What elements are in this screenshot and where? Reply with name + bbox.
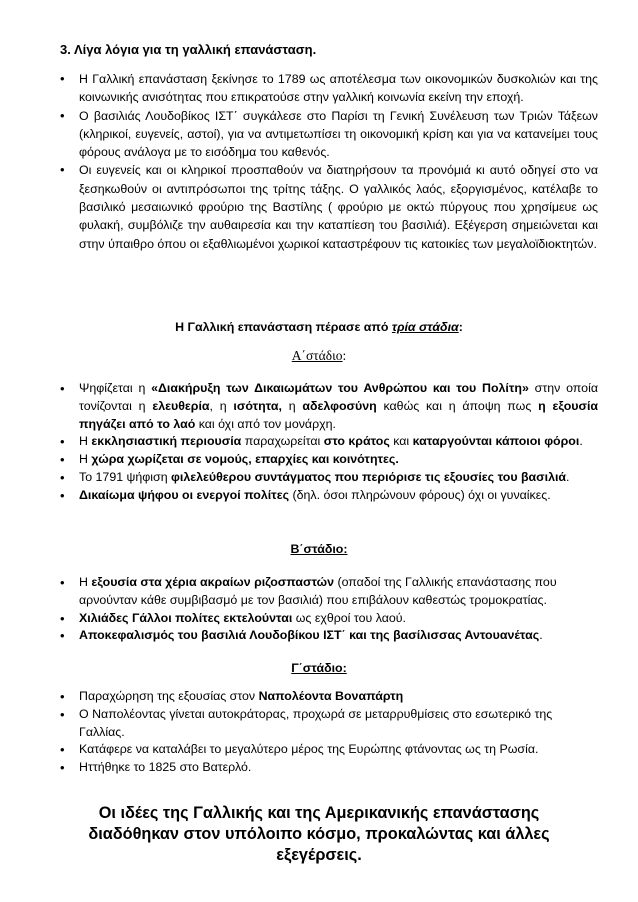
list-item: [0, 627, 638, 645]
text-run: (δηλ. όσοι πληρώνουν φόρους) όχι οι γυναίκες.: [289, 487, 551, 502]
bold-text: Χιλιάδες Γάλλοι πολίτες εκτελούνται: [79, 610, 293, 625]
text-run: η: [281, 398, 303, 413]
bold-text: χώρα χωρίζεται σε νομούς, επαρχίες και κοινότητες.: [91, 452, 399, 467]
bold-text: ισότητα,: [233, 398, 282, 413]
text-run: και: [389, 434, 413, 449]
text-run: .: [579, 434, 583, 449]
list-item: • Ο βασιλιάς Λουδοβίκος ΙΣΤ΄ συγκάλεσε στο Παρίσι τη Γενική Συνέλευση των Τριών Τάξεων (κληρικοί, ευγενείς, αστοί), για να αντιμετωπίσει τη οικονομική κρίση και για να κατανείμει τους φόρους ανάλογα με το εισόδημα του καθενός.: [0, 107, 638, 162]
bold-text: αδελφοσύνη: [302, 398, 377, 413]
closing-line: διαδόθηκαν στον υπόλοιπο κόσμο, προκαλώντας και άλλες: [88, 825, 550, 843]
list-item: [0, 451, 638, 469]
list-item: • Οι ευγενείς και οι κληρικοί προσπαθούν να διατηρήσουν τα προνόμιά κι αυτό οδηγεί στο να ξεσηκωθούν οι αντιπρόσωποι της τρίτης τάξης. Ο γαλλικός λαός, εξοργισμένος, κατέλαβε το βασιλικό μεσαιωνικό φρούριο της Βαστίλης ( φρούριο με οκτώ πύργους που χρησίμευε ως φυλακή, συμβόλιζε την αυθαιρεσία και την καταπίεση του βασιλιά). Εξέγερση σημειώνεται και στην ύπαιθρο όπου οι εξαθλιωμένοι χωρικοί καταστρέφουν τις κατοικίες των μεγαλοϊδιοκτητών.: [0, 161, 638, 252]
list-item: [0, 706, 638, 742]
list-item: [0, 610, 638, 628]
intro-list: [0, 70, 638, 253]
list-item: [0, 487, 638, 505]
stage-a-title: Α΄στάδιο:: [291, 348, 347, 363]
bold-text: «Διακήρυξη των Δικαιωμάτων του Ανθρώπου και του Πολίτη»: [151, 381, 529, 395]
section-heading: 3. Λίγα λόγια για τη γαλλική επανάσταση.: [60, 42, 317, 57]
stage-b-list: [0, 574, 638, 645]
text-run: .: [566, 469, 570, 484]
list-item: [0, 741, 638, 759]
text-run: Ο Ναπολέοντας γίνεται αυτοκράτορας, προχωρά σε μεταρρυθμίσεις στο εσωτερικό της Γαλλίας.: [79, 706, 553, 739]
list-item: [0, 688, 638, 706]
bold-text: εκκλησιαστική περιουσία: [91, 434, 242, 449]
stages-title: Η Γαλλική επανάσταση πέρασε από τρία στάδια:: [175, 320, 463, 334]
text-run: Η: [79, 575, 92, 589]
text-run: Παραχώρηση της εξουσίας στον: [79, 689, 259, 703]
bold-text: η εξουσία πηγάζει από το λαό: [79, 398, 599, 431]
bold-text: στο κράτος: [323, 434, 390, 449]
text-run: Κατάφερε να καταλάβει το μεγαλύτερο μέρος της Ευρώπης φτάνοντας ως τη Ρωσία.: [79, 742, 539, 757]
text-run: Ψηφίζεται η: [79, 381, 152, 395]
list-item: [0, 433, 638, 451]
text-run: Το 1791 ψήφιση: [79, 469, 172, 484]
stage-a-list: [0, 380, 638, 505]
bold-text: Δικαίωμα ψήφου οι ενεργοί πολίτες: [79, 487, 290, 502]
bold-text: ελευθερία: [152, 398, 210, 413]
bold-text: Ναπολέοντα Βοναπάρτη: [258, 689, 404, 703]
bold-text: Αποκεφαλισμός του βασιλιά Λουδοβίκου ΙΣΤ΄ και της βασίλισσας Αντουανέτας: [79, 628, 540, 643]
list-item: [0, 759, 638, 777]
text-run: παραχωρείται: [241, 434, 324, 449]
bold-text: καταργούνται κάποιοι φόροι: [412, 434, 580, 449]
text-run: Η: [79, 452, 92, 467]
bold-text: φιλελεύθερου συντάγματος που περιόρισε τις εξουσίες του βασιλιά: [171, 469, 567, 484]
stage-c-list: [0, 688, 638, 777]
list-item: [0, 469, 638, 487]
list-item: [0, 380, 638, 433]
stage-c-title: Γ΄στάδιο:: [291, 661, 347, 675]
bold-text: εξουσία στα χέρια ακραίων ριζοσπαστών: [91, 575, 335, 589]
closing-line: εξεγέρσεις.: [276, 846, 362, 864]
text-run: .: [539, 628, 543, 643]
text-run: καθώς και η άποψη πως: [376, 398, 539, 413]
list-item: [0, 574, 638, 610]
closing-statement: [0, 803, 638, 866]
text-run: και όχι από τον μονάρχη.: [195, 416, 336, 431]
text-run: Ηττήθηκε το 1825 στο Βατερλό.: [79, 760, 252, 775]
text-run: , η: [209, 398, 234, 413]
stage-b-title: Β΄στάδιο:: [290, 542, 348, 556]
closing-line: Οι ιδέες της Γαλλικής και της Αμερικανικής επανάστασης: [98, 804, 540, 822]
text-run: Η: [79, 434, 92, 449]
text-run: στην οποία τονίζονται η: [79, 381, 598, 413]
text-run: ως εχθροί του λαού.: [292, 610, 406, 625]
text-run: (οπαδοί της Γαλλικής επανάστασης που αρνούνταν κάθε συμβιβασμό με τον βασιλιά) που επιβάλουν καθεστώς τρομοκρατίας.: [79, 575, 557, 607]
list-item: • Η Γαλλική επανάσταση ξεκίνησε το 1789 ως αποτέλεσμα των οικονομικών δυσκολιών και της κοινωνικής ανισότητας που επικρατούσε στην γαλλική κοινωνία εκείνη την εποχή.: [0, 70, 638, 107]
